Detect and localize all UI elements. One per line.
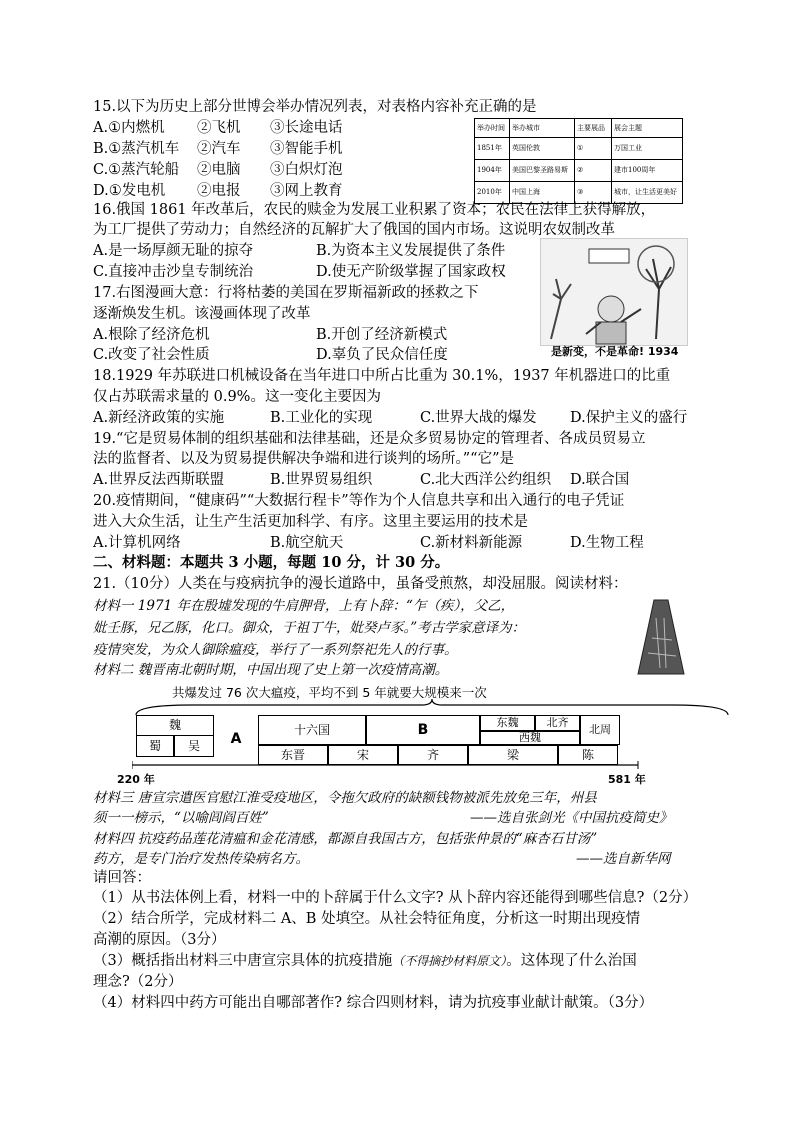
table-cell: 2010年 <box>475 182 510 204</box>
table-cell: 城市，让生活更美好 <box>612 182 683 204</box>
table-cell: 英国伦敦 <box>510 138 575 160</box>
timeline-dongwei: 东魏 <box>480 715 535 731</box>
material-3-source: ——选自张剑光《中国抗疫简史》 <box>470 810 673 826</box>
q19-line-1: 19.“它是贸易体制的组织基础和法律基础，还是众多贸易协定的管理者、各成员贸易立 <box>93 431 646 447</box>
material-3-line-1: 材料三 唐宣宗遣医官慰江淮受疫地区，令拖欠政府的缺额钱物被派先放免三年，州县 <box>93 790 597 806</box>
q15-option-a-part-2: ②飞机 <box>197 120 241 136</box>
q17-option-d[interactable]: D.辜负了民众信任度 <box>316 347 448 363</box>
timeline-brace <box>132 697 732 717</box>
table-cell: 中国上海 <box>510 182 575 204</box>
material-3-line-2: 须一一榜示，“以喻闾阎百姓” <box>93 810 269 826</box>
q16-option-c[interactable]: C.直接冲击沙皇专制统治 <box>93 264 254 280</box>
q18-line-2: 仅占苏联需求量的 0.9%。这一变化主要因为 <box>93 389 381 405</box>
q15-option-c-part-1[interactable]: C.①蒸汽轮船 <box>93 162 180 178</box>
sub-question-3-line-1 <box>93 951 637 971</box>
q20-line-2: 进入大众生活，让生产生活更加科学、有序。这里主要运用的技术是 <box>93 514 528 530</box>
table-row <box>475 160 683 182</box>
sub-question-3-text-2: 。这体现了什么治国 <box>506 953 637 969</box>
period-timeline <box>117 683 732 786</box>
q19-option-a[interactable]: A.世界反法西斯联盟 <box>93 472 225 488</box>
table-cell: 1851年 <box>475 138 510 160</box>
sub-question-3-line-2: 理念?（2分） <box>93 974 183 990</box>
cartoon-caption: 是新变，不是革命! 1934 <box>551 345 679 358</box>
sub-question-4: （4）材料四中药方可能出自哪部著作? 综合四则材料，请为抗疫事业献计献策。（3分） <box>93 995 654 1011</box>
q15-option-d-part-1[interactable]: D.①发电机 <box>93 183 166 199</box>
material-4-line-2: 药方，是专门治疗发热传染病名方。 <box>93 851 309 867</box>
sub-question-3-note: （不得摘抄材料原文） <box>392 954 507 968</box>
q15-option-c-part-2: ②电脑 <box>197 162 241 178</box>
table-cell: ① <box>575 138 612 160</box>
table-header: 展会主题 <box>612 119 683 138</box>
q17-line-2: 逐渐焕发生机。该漫画体现了改革 <box>93 306 311 322</box>
q18-option-b[interactable]: B.工业化的实现 <box>270 410 373 426</box>
q17-line-1: 17.右图漫画大意：行将枯萎的美国在罗斯福新政的拯救之下 <box>93 285 479 301</box>
material-1-line-1: 材料一 1971 年在殷墟发现的牛肩胛骨，上有卜辞：“乍（疾），父乙， <box>93 598 515 614</box>
ask-label: 请回答： <box>93 870 151 886</box>
timeline-header: 共爆发过 76 次大瘟疫，平均不到 5 年就要大规模来一次 <box>172 685 487 700</box>
q16-option-a[interactable]: A.是一场厚颜无耻的掠夺 <box>93 243 254 259</box>
q18-option-c[interactable]: C.世界大战的爆发 <box>420 410 537 426</box>
table-header-row <box>475 119 683 138</box>
material-2-line: 材料二 魏晋南北朝时期，中国出现了史上第一次疫情高潮。 <box>93 662 449 678</box>
q16-line-1: 16.俄国 1861 年改革后，农民的赎金为发展工业积累了资本；农民在法律上获得解放， <box>93 202 656 218</box>
q16-option-d[interactable]: D.使无产阶级掌握了国家政权 <box>316 264 506 280</box>
q15-option-c-part-3: ③白炽灯泡 <box>270 162 343 178</box>
q15-option-a-part-3: ③长途电话 <box>270 120 343 136</box>
q18-option-a[interactable]: A.新经济政策的实施 <box>93 410 225 426</box>
timeline-song: 宋 <box>328 745 398 765</box>
q15-option-b-part-2: ②汽车 <box>197 141 241 157</box>
q19-option-b[interactable]: B.世界贸易组织 <box>270 472 373 488</box>
q19-line-2: 法的监督者、以及为贸易提供解决争端和进行谈判的场所。”“它”是 <box>93 451 514 467</box>
timeline-start: 220 年 <box>117 773 155 786</box>
table-cell: ② <box>575 160 612 182</box>
material-1-line-2: 妣壬豚，兄乙豚，化口。御众，于祖丁牛，妣癸卢豕。”考古学家意译为： <box>93 620 526 636</box>
timeline-axis <box>132 761 732 771</box>
timeline-beizhou: 北周 <box>580 715 620 745</box>
material-1-line-3: 疫情突发，为众人御除瘟疫，举行了一系列祭祀先人的行事。 <box>93 642 458 658</box>
new-deal-cartoon-image <box>540 238 688 346</box>
table-cell: 1904年 <box>475 160 510 182</box>
q19-option-d[interactable]: D.联合国 <box>570 472 630 488</box>
sub-question-1: （1）从书法体例上看，材料一中的卜辞属于什么文字? 从卜辞内容还能得到哪些信息?（2分） <box>93 890 698 906</box>
q18-option-d[interactable]: D.保护主义的盛行 <box>570 410 688 426</box>
q15-option-b-part-1[interactable]: B.①蒸汽机车 <box>93 141 180 157</box>
timeline-chen: 陈 <box>558 745 618 765</box>
expo-table <box>474 118 683 204</box>
timeline-shiliuguo: 十六国 <box>258 715 366 745</box>
q15-option-d-part-3: ③网上教育 <box>270 183 343 199</box>
timeline-xiwei: 西魏 <box>480 731 580 745</box>
timeline-liang: 梁 <box>468 745 558 765</box>
q18-line-1: 18.1929 年苏联进口机械设备在当年进口中所占比重为 30.1%，1937 年机器进口的比重 <box>93 368 671 384</box>
q16-line-2: 为工厂提供了劳动力；自然经济的瓦解扩大了俄国的国内市场。这说明农奴制改革 <box>93 222 615 238</box>
q17-option-c[interactable]: C.改变了社会性质 <box>93 347 210 363</box>
section-heading: 二、材料题：本题共 3 小题，每题 10 分，计 30 分。 <box>93 554 450 571</box>
timeline-wu: 吴 <box>174 735 214 757</box>
q17-option-b[interactable]: B.开创了经济新模式 <box>316 327 448 343</box>
q19-option-c[interactable]: C.北大西洋公约组织 <box>420 472 552 488</box>
table-header: 举办时间 <box>475 119 510 138</box>
timeline-shu: 蜀 <box>136 735 174 757</box>
sub-question-3-text: （3）概括指出材料三中唐宣宗具体的抗疫措施 <box>93 953 393 969</box>
oracle-bone-image <box>634 598 688 676</box>
table-cell: 美国巴黎圣路易斯 <box>510 160 575 182</box>
q20-option-b[interactable]: B.航空航天 <box>270 535 344 551</box>
sub-question-2-line-2: 高潮的原因。（3分） <box>93 932 226 948</box>
q20-line-1: 20.疫情期间，“健康码”“大数据行程卡”等作为个人信息共享和出入通行的电子凭证 <box>93 493 625 509</box>
q15-option-d-part-2: ②电报 <box>197 183 241 199</box>
q15-stem: 15.以下为历史上部分世博会举办情况列表，对表格内容补充正确的是 <box>93 99 537 115</box>
q20-option-a[interactable]: A.计算机网络 <box>93 535 181 551</box>
table-cell: ③ <box>575 182 612 204</box>
material-4-source: ——选自新华网 <box>576 851 671 867</box>
table-header: 举办城市 <box>510 119 575 138</box>
material-4-line-1: 材料四 抗疫药品莲花清瘟和金花清感，都源自我国古方，包括张仲景的“麻杏石甘汤” <box>93 831 598 847</box>
q21-intro: 21.（10分）人类在与疫病抗争的漫长道路中，虽备受煎熬，却没屈服。阅读材料： <box>93 576 628 592</box>
table-header: 主要展品 <box>575 119 612 138</box>
timeline-qi: 齐 <box>398 745 468 765</box>
q17-option-a[interactable]: A.根除了经济危机 <box>93 327 210 343</box>
q15-option-a-part-1[interactable]: A.①内燃机 <box>93 120 165 136</box>
table-cell: 建市100周年 <box>612 160 683 182</box>
sub-question-2-line-1: （2）结合所学，完成材料二 A、B 处填空。从社会特征角度，分析这一时期出现疫情 <box>93 911 641 927</box>
q15-option-b-part-3: ③智能手机 <box>270 141 343 157</box>
q20-option-d[interactable]: D.生物工程 <box>570 535 644 551</box>
timeline-end: 581 年 <box>608 773 646 786</box>
timeline-dongjin: 东晋 <box>258 745 328 765</box>
q16-option-b[interactable]: B.为资本主义发展提供了条件 <box>316 243 506 259</box>
timeline-wei: 魏 <box>136 715 214 735</box>
timeline-b: B <box>366 715 480 745</box>
q20-option-c[interactable]: C.新材料新能源 <box>420 535 523 551</box>
timeline-beiqi: 北齐 <box>535 715 580 731</box>
table-row <box>475 138 683 160</box>
timeline-a: A <box>230 731 242 747</box>
table-cell: 万国工业 <box>612 138 683 160</box>
